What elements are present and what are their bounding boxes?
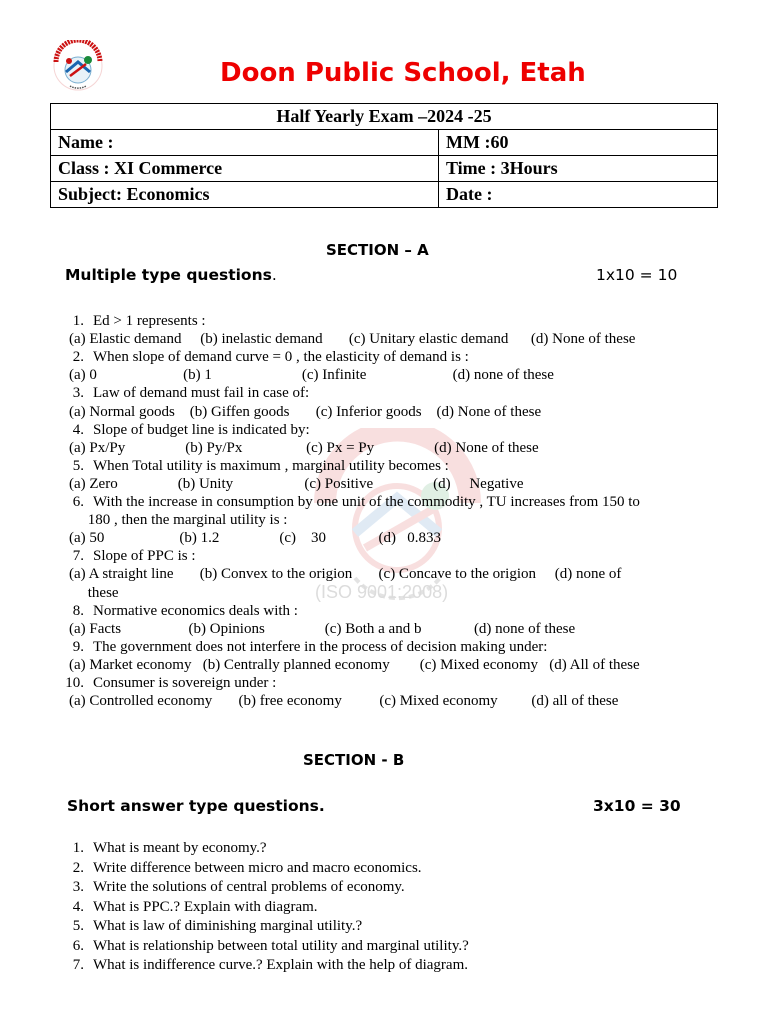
question-number: 2. bbox=[72, 349, 84, 366]
question-number: 4. bbox=[72, 898, 84, 915]
class-label: Class : XI Commerce bbox=[51, 156, 439, 182]
question-number: 4. bbox=[72, 421, 84, 438]
answer-options: (a) A straight line (b) Convex to the origion (c) Concave to the origion (d) none of bbox=[69, 566, 622, 583]
question-text: What is meant by economy.? bbox=[93, 840, 267, 856]
question-text: When slope of demand curve = 0 , the elasticity of demand is : bbox=[93, 349, 469, 366]
section-a-question-type bbox=[65, 266, 277, 284]
question-number: 1. bbox=[72, 840, 84, 856]
exam-info-table bbox=[50, 103, 718, 208]
section-b-title: SECTION - B bbox=[303, 751, 405, 769]
exam-title: Half Yearly Exam –2024 -25 bbox=[51, 104, 718, 130]
question-number: 9. bbox=[72, 638, 84, 655]
answer-options: 180 , then the marginal utility is : bbox=[69, 512, 288, 529]
question-text: Law of demand must fail in case of: bbox=[93, 385, 310, 402]
date-label: Date : bbox=[439, 182, 718, 208]
time-label: Time : 3Hours bbox=[439, 156, 718, 182]
question-text: What is PPC.? Explain with diagram. bbox=[93, 898, 318, 915]
question-text: Slope of PPC is : bbox=[93, 548, 196, 565]
question-number: 7. bbox=[72, 957, 84, 973]
question-text: Slope of budget line is indicated by: bbox=[93, 421, 310, 438]
answer-options: (a) Controlled economy (b) free economy (c) Mixed economy (d) all of these bbox=[69, 693, 619, 710]
answer-options: (a) 50 (b) 1.2 (c) 30 (d) 0.833 bbox=[69, 530, 442, 547]
question-text: Consumer is sovereign under : bbox=[93, 675, 277, 691]
section-a-title: SECTION – A bbox=[326, 241, 429, 259]
question-text: When Total utility is maximum , marginal utility becomes : bbox=[93, 457, 449, 474]
question-text: What is law of diminishing marginal utility.? bbox=[93, 918, 363, 934]
answer-options: (a) Zero (b) Unity (c) Positive (d) Negative bbox=[69, 475, 524, 492]
answer-options: these bbox=[69, 584, 119, 601]
school-name: Doon Public School, Etah bbox=[220, 58, 586, 88]
school-logo bbox=[48, 40, 108, 92]
section-b-marks: 3x10 = 30 bbox=[593, 797, 681, 815]
question-text: Ed > 1 represents : bbox=[93, 313, 206, 329]
name-label: Name : bbox=[51, 130, 439, 156]
question-text: Write difference between micro and macro economics. bbox=[93, 859, 422, 876]
question-number: 8. bbox=[72, 602, 84, 619]
question-number: 3. bbox=[72, 385, 84, 402]
question-number: 1. bbox=[72, 313, 84, 329]
section-a-qtype-bold: Multiple type questions bbox=[65, 266, 272, 284]
question-text: Write the solutions of central problems of economy. bbox=[93, 879, 405, 895]
section-a-marks: 1x10 = 10 bbox=[596, 266, 678, 284]
question-text: What is indifference curve.? Explain with the help of diagram. bbox=[93, 957, 468, 973]
answer-options: (a) Px/Py (b) Py/Px (c) Px = Py (d) None of these bbox=[69, 439, 539, 456]
max-marks: MM :60 bbox=[439, 130, 718, 156]
question-number: 5. bbox=[72, 457, 84, 474]
section-a-qtype-rest: . bbox=[271, 266, 277, 284]
question-number: 3. bbox=[72, 879, 84, 895]
question-number: 6. bbox=[72, 937, 84, 954]
question-number: 7. bbox=[72, 548, 84, 565]
question-number: 2. bbox=[72, 859, 84, 876]
question-number: 10. bbox=[65, 675, 84, 691]
question-text: What is relationship between total utility and marginal utility.? bbox=[93, 937, 469, 954]
answer-options: (a) Elastic demand (b) inelastic demand (c) Unitary elastic demand (d) None of these bbox=[69, 331, 636, 348]
answer-options: (a) Normal goods (b) Giffen goods (c) Inferior goods (d) None of these bbox=[69, 403, 542, 420]
answer-options: (a) Market economy (b) Centrally planned economy (c) Mixed economy (d) All of these bbox=[69, 656, 640, 673]
question-number: 6. bbox=[72, 494, 84, 510]
answer-options: (a) 0 (b) 1 (c) Infinite (d) none of these bbox=[69, 367, 554, 384]
question-text: Normative economics deals with : bbox=[93, 602, 298, 619]
subject-label: Subject: Economics bbox=[51, 182, 439, 208]
iso-watermark-text: (ISO 9001:2008) bbox=[315, 582, 449, 602]
section-b-question-type: Short answer type questions. bbox=[67, 797, 325, 815]
question-text: The government does not interfere in the process of decision making under: bbox=[93, 638, 548, 655]
answer-options: (a) Facts (b) Opinions (c) Both a and b (d) none of these bbox=[69, 620, 576, 637]
question-text: With the increase in consumption by one unit of the commodity , TU increases from 150 to bbox=[93, 494, 640, 510]
question-number: 5. bbox=[72, 918, 84, 934]
